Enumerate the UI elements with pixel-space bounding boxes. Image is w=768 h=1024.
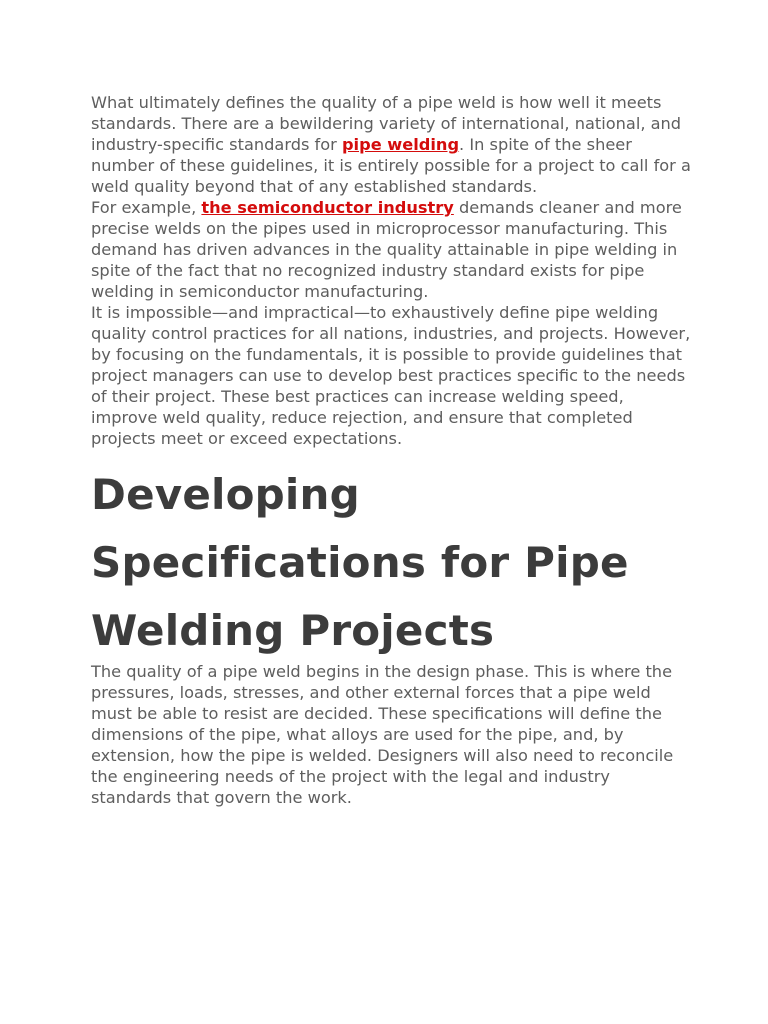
pipe-welding-link[interactable]: pipe welding [341, 135, 460, 154]
intro-text-start: What ultimately defines the quality of a pipe weld is how well it meets standards. There are a bewildering variety of international, national, and industry-specific standards for [91, 93, 682, 154]
intro-paragraph [91, 92, 691, 197]
guidelines-paragraph: It is impossible—and impractical—to exhaustively define pipe welding quality control practices for all nations, industries, and projects. However, by focusing on the fundamentals, it is possible to provide guidelines that project managers can use to develop best practices specific to the needs of their project. These best practices can increase welding speed, improve weld quality, reduce rejection, and ensure that completed projects meet or exceed expectations. [91, 303, 691, 448]
semiconductor-text-end: demands cleaner and more precise welds on the pipes used in microprocessor manufacturing. This demand has driven advances in the quality attainable in pipe welding in spite of the fact that no recognized industry standard exists for pipe welding in semiconductor manufacturing. [91, 198, 682, 301]
semiconductor-paragraph [91, 197, 691, 302]
article-body [91, 92, 691, 808]
semiconductor-industry-link[interactable]: the semiconductor industry [201, 198, 454, 217]
section-heading: Developing Specifications for Pipe Welding Projects [91, 470, 629, 655]
semiconductor-text-start: For example, [91, 198, 202, 217]
intro-text-end: . In spite of the sheer number of these guidelines, it is entirely possible for a project to call for a weld quality beyond that of any established standards. [91, 135, 691, 196]
design-phase-paragraph: The quality of a pipe weld begins in the design phase. This is where the pressures, loads, stresses, and other external forces that a pipe weld must be able to resist are decided. These specifications will define the dimensions of the pipe, what alloys are used for the pipe, and, by extension, how the pipe is welded. Designers will also need to reconcile the engineering needs of the project with the legal and industry standards that govern the work. [91, 662, 674, 807]
